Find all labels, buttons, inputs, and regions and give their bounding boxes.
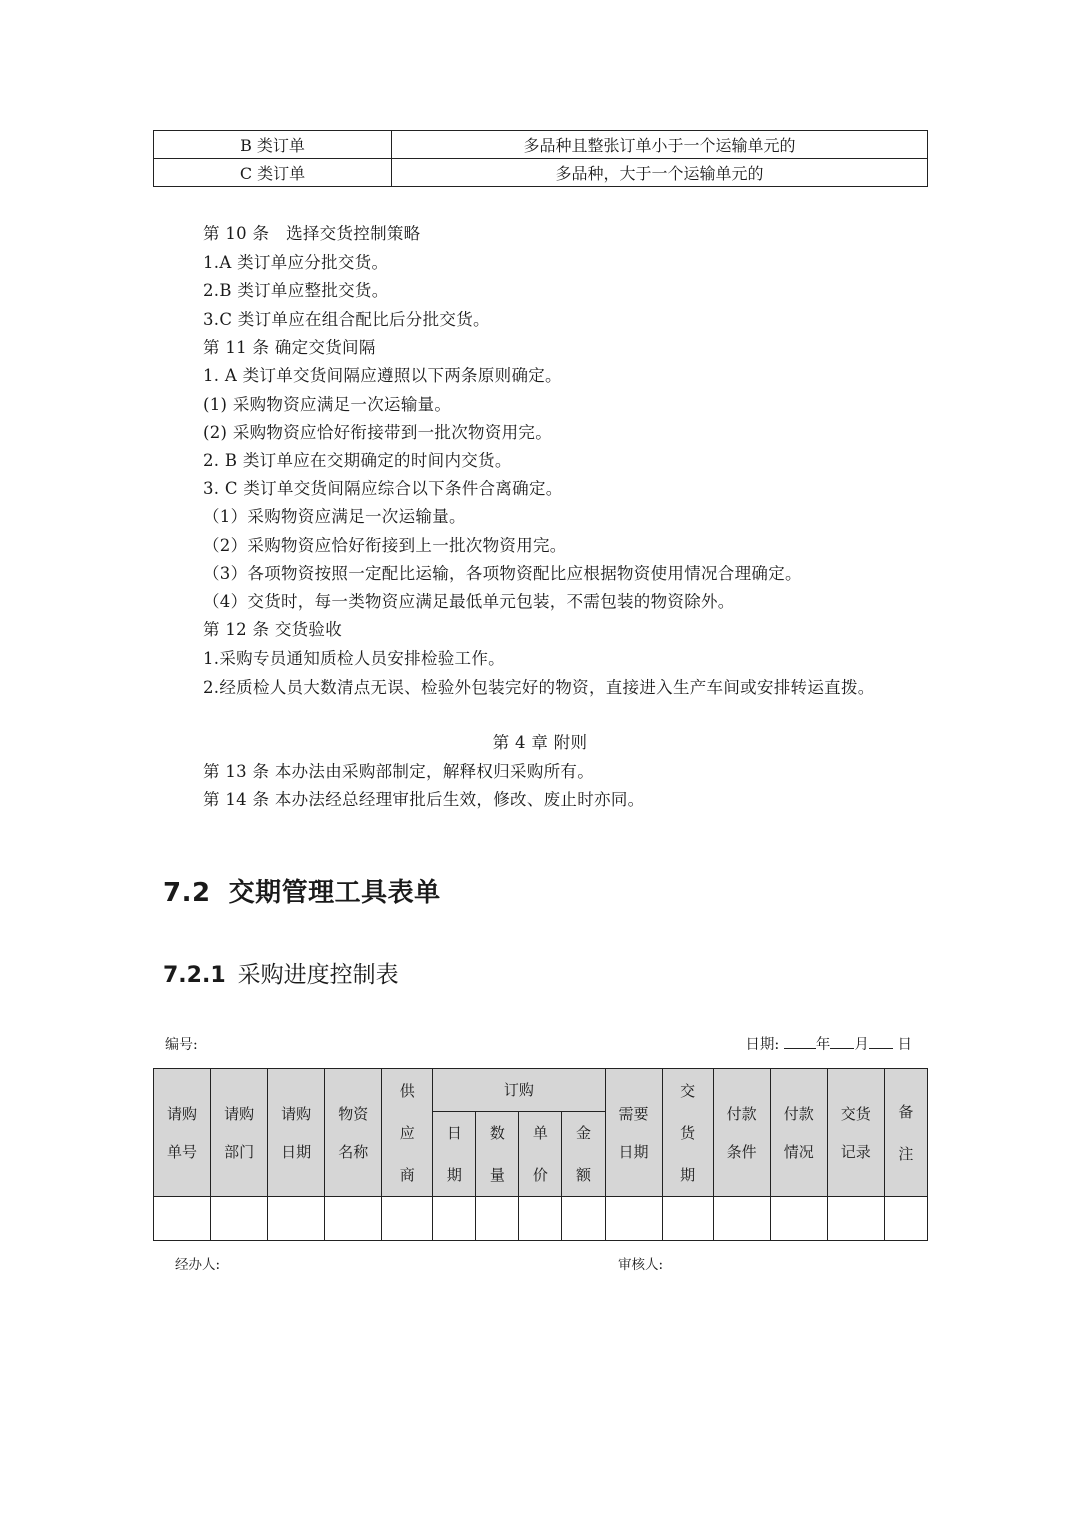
col-order-amount: 金额 [562,1112,605,1197]
order-type-table [153,130,928,187]
col-order: 订购 [433,1069,605,1112]
col-delivery: 交货记录 [827,1069,884,1197]
col-req-no: 请购单号 [154,1069,211,1197]
col-need-date: 需要日期 [605,1069,662,1197]
col-order-date: 日期 [433,1112,476,1197]
empty-cell[interactable] [605,1197,662,1241]
empty-cell[interactable] [713,1197,770,1241]
article-line: 1. A 类订单交货间隔应遵照以下两条原则确定。 [203,366,562,385]
subsection-heading [163,956,399,989]
col-pay-terms: 付款条件 [713,1069,770,1197]
table-row [154,131,928,159]
order-desc-cell: 多品种，大于一个运输单元的 [392,159,928,187]
article-line: 3.C 类订单应在组合配比后分批交货。 [203,310,490,329]
day-label: 日 [897,1037,912,1053]
col-supplier: 供应商 [382,1069,433,1197]
form-date [745,1033,912,1054]
empty-cell[interactable] [770,1197,827,1241]
empty-cell[interactable] [562,1197,605,1241]
chapter-heading: 第 4 章 附则 [492,733,588,752]
day-blank [869,1034,893,1049]
header-row [154,1069,928,1112]
empty-cell[interactable] [382,1197,433,1241]
empty-cell[interactable] [827,1197,884,1241]
date-label: 日期: [745,1037,780,1053]
order-type-cell: B 类订单 [154,131,392,159]
empty-cell[interactable] [211,1197,268,1241]
article-line: 1.A 类订单应分批交货。 [203,253,389,272]
empty-cell[interactable] [154,1197,211,1241]
article-line: （1）采购物资应满足一次运输量。 [203,507,466,526]
month-blank [830,1034,854,1049]
table-row [154,1197,928,1241]
article-line: （3）各项物资按照一定配比运输，各项物资配比应根据物资使用情况合理确定。 [203,564,802,583]
year-label: 年 [815,1037,831,1053]
empty-cell[interactable] [433,1197,476,1241]
handler-label: 经办人: [175,1257,221,1273]
section-title: 交期管理工具表单 [228,878,441,908]
article-12-heading: 第 12 条 交货验收 [203,620,343,639]
empty-cell[interactable] [662,1197,713,1241]
col-req-date: 请购日期 [268,1069,325,1197]
article-13: 第 13 条 本办法由采购部制定，解释权归采购所有。 [203,762,595,781]
col-pay-status: 付款情况 [770,1069,827,1197]
article-line: （2）采购物资应恰好衔接到上一批次物资用完。 [203,536,567,555]
article-line: 3. C 类订单交货间隔应综合以下条件合离确定。 [203,479,563,498]
order-type-cell: C 类订单 [154,159,392,187]
article-14: 第 14 条 本办法经总经理审批后生效，修改、废止时亦同。 [203,790,645,809]
article-line: 2.B 类订单应整批交货。 [203,281,389,300]
col-order-qty: 数量 [476,1112,519,1197]
col-remarks: 备注 [884,1069,927,1197]
article-line: (2) 采购物资应恰好衔接带到一批次物资用完。 [203,423,553,442]
subsection-number: 7.2.1 [163,963,226,988]
purchase-progress-table [153,1068,928,1241]
col-material: 物资名称 [325,1069,382,1197]
article-line: （4）交货时，每一类物资应满足最低单元包装，不需包装的物资除外。 [203,592,735,611]
empty-cell[interactable] [325,1197,382,1241]
section-number: 7.2 [163,878,211,908]
subsection-title: 采购进度控制表 [237,962,399,988]
article-line: (1) 采购物资应满足一次运输量。 [203,395,452,414]
empty-cell[interactable] [476,1197,519,1241]
col-order-price: 单价 [519,1112,562,1197]
empty-cell[interactable] [519,1197,562,1241]
article-10-heading: 第 10 条 选择交货控制策略 [203,224,421,243]
article-paragraph: 2.经质检人员大数清点无误、检验外包装完好的物资，直接进入生产车间或安排转运直拨。 [203,678,875,697]
article-line: 1.采购专员通知质检人员安排检验工作。 [203,649,505,668]
year-blank [784,1034,816,1049]
col-lead-time: 交货期 [662,1069,713,1197]
form-number-label: 编号: [165,1037,198,1053]
empty-cell[interactable] [884,1197,927,1241]
section-heading [163,872,441,909]
article-11-heading: 第 11 条 确定交货间隔 [203,338,376,357]
reviewer-label: 审核人: [618,1257,664,1273]
month-label: 月 [854,1037,869,1053]
col-req-dept: 请购部门 [211,1069,268,1197]
empty-cell[interactable] [268,1197,325,1241]
order-desc-cell: 多品种且整张订单小于一个运输单元的 [392,131,928,159]
table-row [154,159,928,187]
article-line: 2. B 类订单应在交期确定的时间内交货。 [203,451,512,470]
